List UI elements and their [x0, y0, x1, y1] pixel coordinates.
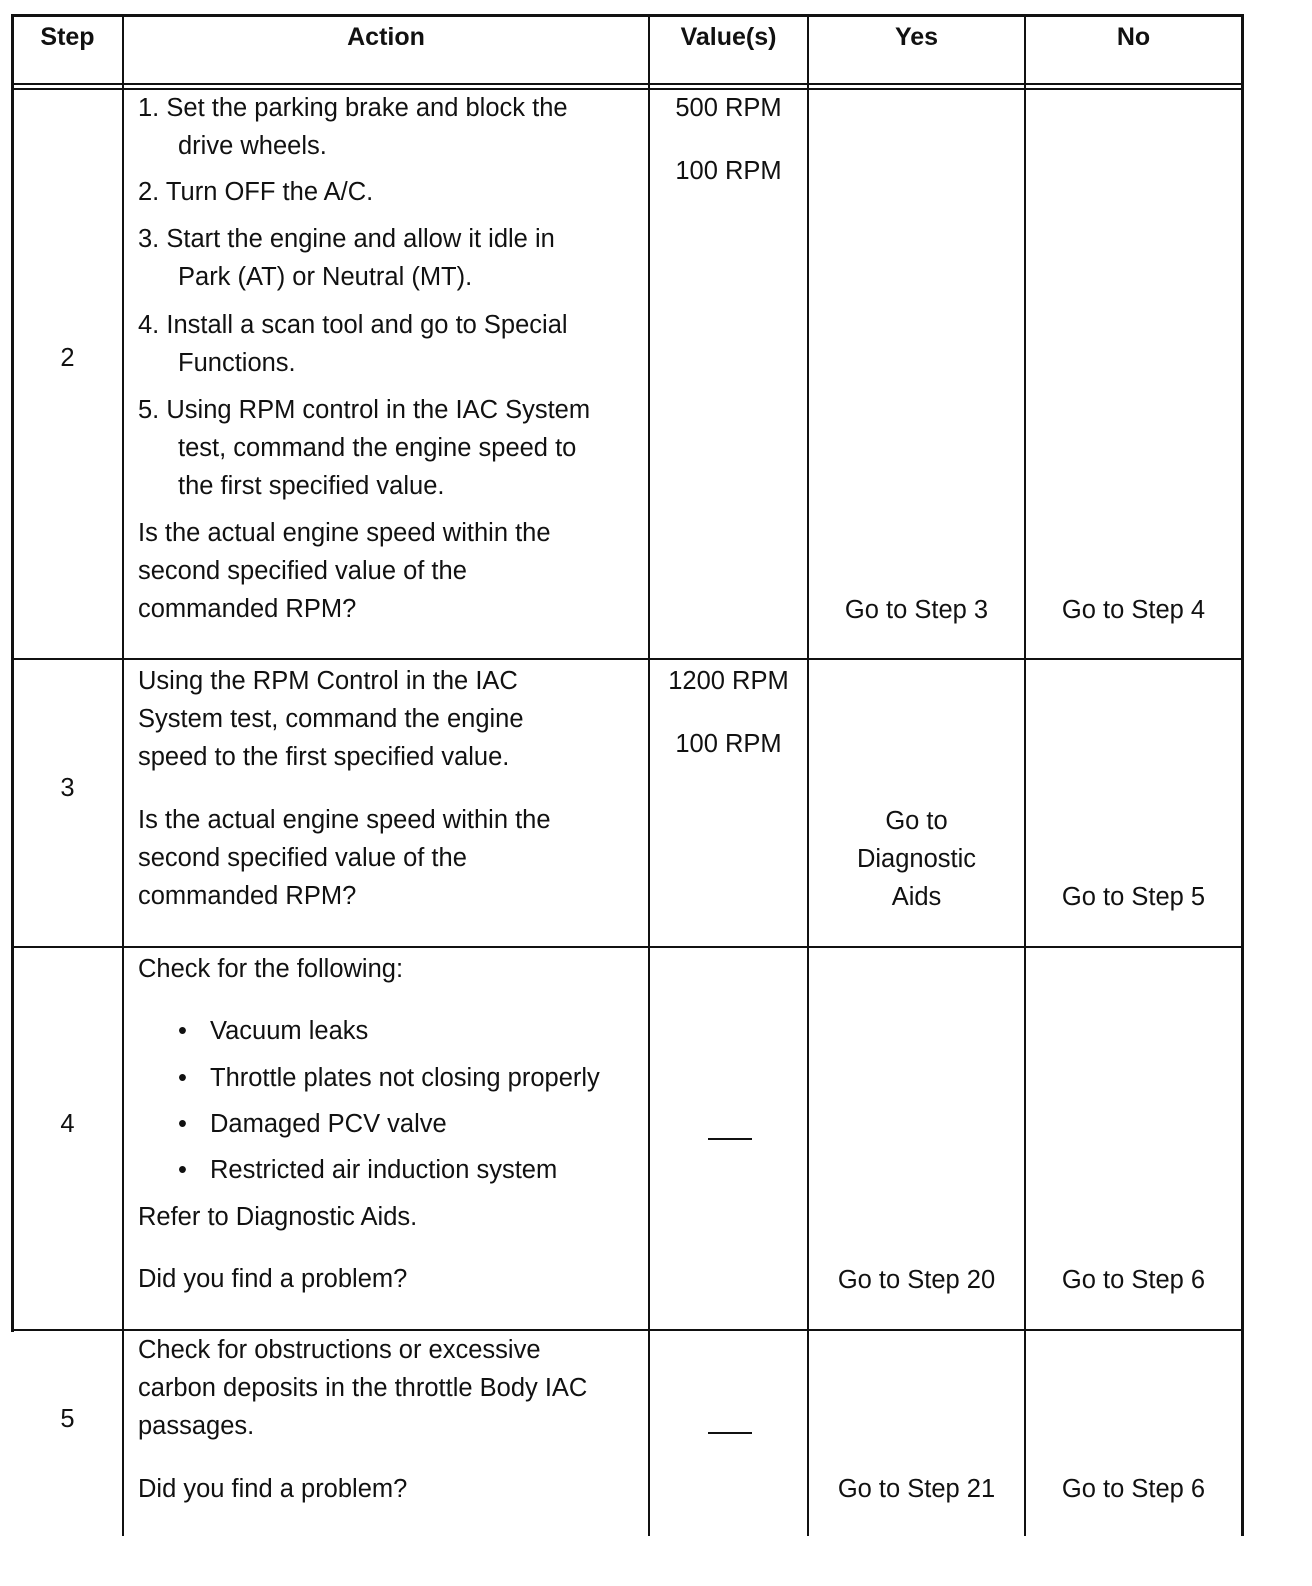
no-result: Go to Step 4 — [1061, 596, 1206, 624]
action-item-number: 4. — [138, 311, 160, 339]
action-question — [138, 801, 643, 915]
value-first: 500 RPM — [675, 94, 782, 122]
value-none-dash — [708, 1432, 752, 1434]
yes-result — [809, 802, 1024, 916]
bullet-text: Damaged PCV valve — [210, 1110, 447, 1138]
no-result: Go to Step 5 — [1061, 883, 1206, 911]
step-number: 3 — [60, 774, 75, 802]
action-item — [138, 220, 643, 296]
bullet-text: Vacuum leaks — [210, 1017, 369, 1045]
header-yes: Yes — [894, 23, 939, 51]
action-item-continuation: the first specified value. — [178, 472, 445, 500]
yes-result: Go to Step 20 — [837, 1266, 996, 1294]
action-line: Check for obstructions or excessive — [138, 1336, 541, 1364]
yes-result: Go to Step 21 — [837, 1475, 996, 1503]
header-action: Action — [347, 23, 425, 51]
grid-line-step-action — [122, 14, 124, 1536]
bullet-item — [178, 1059, 643, 1097]
action-line: System test, command the engine — [138, 705, 524, 733]
grid-line-values-yes — [807, 14, 809, 1536]
no-result: Go to Step 6 — [1061, 1266, 1206, 1294]
yes-result-line: Aids — [891, 883, 942, 911]
question-line: second specified value of the — [138, 557, 467, 585]
action-question — [138, 514, 643, 628]
bullet-icon: • — [178, 1110, 187, 1138]
header-step: Step — [40, 23, 95, 51]
action-item-continuation: Functions. — [178, 349, 296, 377]
bullet-icon: • — [178, 1017, 187, 1045]
action-item — [138, 89, 643, 165]
step-number: 2 — [60, 344, 75, 372]
action-item-continuation: Park (AT) or Neutral (MT). — [178, 263, 473, 291]
action-item-number: 2. — [138, 178, 160, 206]
grid-line-header-bottom — [11, 83, 1244, 85]
action-item-text: Using RPM control in the IAC System — [166, 396, 591, 424]
question-line: Is the actual engine speed within the — [138, 519, 551, 547]
bullet-icon: • — [178, 1064, 187, 1092]
header-values: Value(s) — [680, 23, 777, 51]
question-line: commanded RPM? — [138, 882, 357, 910]
action-line: speed to the first specified value. — [138, 743, 510, 771]
grid-line-top — [11, 14, 1244, 17]
yes-result: Go to Step 3 — [844, 596, 989, 624]
action-item — [138, 306, 643, 382]
action-text — [138, 662, 643, 776]
value-second: 100 RPM — [675, 157, 782, 185]
action-item-number: 5. — [138, 396, 160, 424]
yes-result-line: Diagnostic — [856, 845, 977, 873]
action-question: Did you find a problem? — [138, 1265, 408, 1293]
value-second: 100 RPM — [675, 730, 782, 758]
action-item — [138, 391, 643, 505]
grid-line-yes-no — [1024, 14, 1026, 1536]
question-line: commanded RPM? — [138, 595, 357, 623]
value-none-dash — [708, 1138, 752, 1140]
bullet-item — [178, 1105, 643, 1143]
action-refer: Refer to Diagnostic Aids. — [138, 1203, 418, 1231]
action-intro: Check for the following: — [138, 955, 404, 983]
yes-result-line: Go to — [885, 807, 948, 835]
grid-line-row2-bottom — [11, 658, 1244, 660]
step-number: 5 — [60, 1405, 75, 1433]
no-result: Go to Step 6 — [1061, 1475, 1206, 1503]
action-item-continuation: drive wheels. — [178, 132, 327, 160]
action-line: carbon deposits in the throttle Body IAC — [138, 1374, 588, 1402]
bullet-text: Throttle plates not closing properly — [210, 1064, 600, 1092]
action-item-text: Set the parking brake and block the — [166, 94, 568, 122]
step-number: 4 — [60, 1110, 75, 1138]
grid-line-action-values — [648, 14, 650, 1536]
question-line: second specified value of the — [138, 844, 467, 872]
value-first: 1200 RPM — [668, 667, 789, 695]
grid-line-row3-bottom — [11, 946, 1244, 948]
question-line: Is the actual engine speed within the — [138, 806, 551, 834]
action-item-text: Start the engine and allow it idle in — [166, 225, 555, 253]
action-item-number: 3. — [138, 225, 160, 253]
header-no: No — [1116, 23, 1151, 51]
action-text — [138, 1331, 643, 1445]
bullet-item — [178, 1151, 643, 1189]
action-line: passages. — [138, 1412, 255, 1440]
bullet-item — [178, 1012, 643, 1050]
action-item-number: 1. — [138, 94, 160, 122]
bullet-text: Restricted air induction system — [210, 1156, 558, 1184]
action-item-text: Turn OFF the A/C. — [165, 178, 374, 206]
action-item — [138, 173, 643, 211]
action-line: Using the RPM Control in the IAC — [138, 667, 518, 695]
action-item-text: Install a scan tool and go to Special — [166, 311, 568, 339]
action-item-continuation: test, command the engine speed to — [178, 434, 577, 462]
grid-line-right — [1241, 14, 1244, 1536]
bullet-icon: • — [178, 1156, 187, 1184]
action-question: Did you find a problem? — [138, 1475, 408, 1503]
